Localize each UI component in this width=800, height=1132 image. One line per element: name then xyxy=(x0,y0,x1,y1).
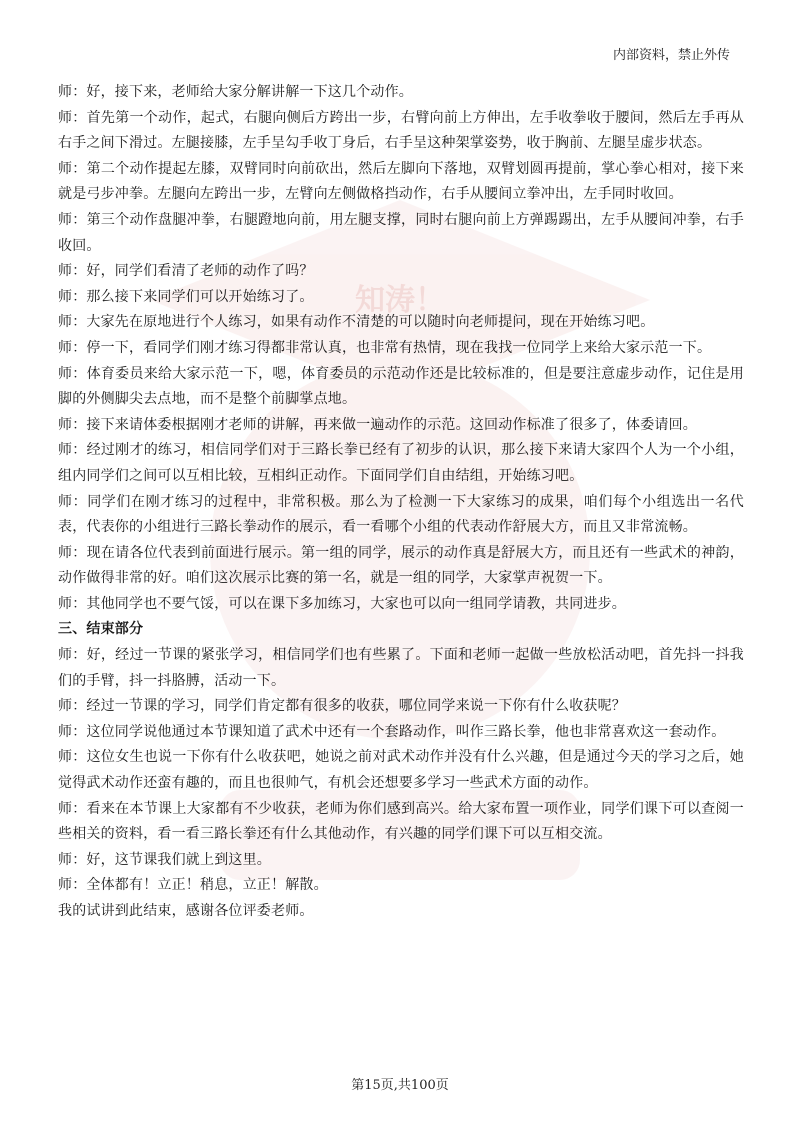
paragraph: 师：首先第一个动作，起式，右腿向侧后方跨出一步，右臂向前上方伸出，左手收拳收于腰间，然后左手再从右手之间下滑过。左腿接膝，左手呈勾手收丁身后，右手呈这种架掌姿势，收于胸前、左腿呈虚步状态。 xyxy=(58,109,744,152)
section-title: 三、结束部分 xyxy=(58,621,144,638)
paragraph: 师：经过一节课的学习，同学们肯定都有很多的收获，哪位同学来说一下你有什么收获呢？ xyxy=(58,698,626,715)
paragraph: 师：第二个动作提起左膝，双臂同时向前砍出，然后左脚向下落地，双臂划圆再提前，掌心拳心相对，接下来就是弓步冲拳。左腿向左跨出一步，左臂向左侧做格挡动作，右手从腰间立拳冲出，左手同时收回。 xyxy=(58,160,744,203)
paragraph: 师：体育委员来给大家示范一下，嗯，体育委员的示范动作还是比较标准的，但是要注意虚步动作，记住是用脚的外侧脚尖去点地，而不是整个前脚掌点地。 xyxy=(58,365,744,408)
paragraph: 师：停一下，看同学们刚才练习得都非常认真，也非常有热情，现在我找一位同学上来给大家示范一下。 xyxy=(58,339,712,356)
paragraph: 师：这位同学说他通过本节课知道了武术中还有一个套路动作，叫作三路长拳，他也非常喜欢这一套动作。 xyxy=(58,723,726,740)
paragraph: 师：大家先在原地进行个人练习，如果有动作不清楚的可以随时向老师提问，现在开始练习吧。 xyxy=(58,314,655,331)
paragraph: 师：现在请各位代表到前面进行展示。第一组的同学，展示的动作真是舒展大方，而且还有一些武术的神韵，动作做得非常的好。咱们这次展示比赛的第一名，就是一组的同学，大家掌声祝贺一下。 xyxy=(58,544,744,587)
paragraph: 师：好，接下来，老师给大家分解讲解一下这几个动作。 xyxy=(58,84,413,100)
page-number: 第15页,共100页 xyxy=(351,1078,449,1093)
paragraph: 师：同学们在刚才练习的过程中，非常积极。那么为了检测一下大家练习的成果，咱们每个小组选出一名代表，代表你的小组进行三路长拳动作的展示，看一看哪个小组的代表动作舒展大方，而且又非常流畅。 xyxy=(58,493,744,536)
paragraph: 师：好，这节课我们就上到这里。 xyxy=(58,851,271,868)
paragraph: 师：这位女生也说一下你有什么收获吧，她说之前对武术动作并没有什么兴趣，但是通过今天的学习之后，她觉得武术动作还蛮有趣的，而且也很帅气，有机会还想要多学习一些武术方面的动作。 xyxy=(58,749,744,792)
paragraph: 我的试讲到此结束，感谢各位评委老师。 xyxy=(58,903,314,919)
watermark-text: 知涛！ xyxy=(355,283,445,318)
paragraph: 师：其他同学也不要气馁，可以在课下多加练习，大家也可以向一组同学请教，共同进步。 xyxy=(58,595,626,612)
confidential-note: 内部资料，禁止外传 xyxy=(612,48,730,63)
paragraph: 师：经过刚才的练习，相信同学们对于三路长拳已经有了初步的认识，那么接下来请大家四个人为一个小组，组内同学们之间可以互相比较，互相纠正动作。下面同学们自由结组，开始练习吧。 xyxy=(58,442,744,484)
paragraph: 师：好，经过一节课的紧张学习，相信同学们也有些累了。下面和老师一起做一些放松活动吧，首先抖一抖我们的手臂，抖一抖胳膊，活动一下。 xyxy=(58,647,744,689)
paragraph: 师：第三个动作盘腿冲拳，右腿蹬地向前，用左腿支撑，同时右腿向前上方弹踢踢出，左手从腰间冲拳，右手收回。 xyxy=(58,211,744,254)
paragraph: 师：接下来请体委根据刚才老师的讲解，再来做一遍动作的示范。这回动作标准了很多了，体委请回。 xyxy=(58,416,697,433)
document-body xyxy=(58,80,744,925)
paragraph: 师：那么接下来同学们可以开始练习了。 xyxy=(58,288,314,305)
paragraph: 师：好，同学们看清了老师的动作了吗？ xyxy=(58,263,314,280)
paragraph: 师：全体都有！立正！稍息，立正！解散。 xyxy=(58,877,328,894)
paragraph: 师：看来在本节课上大家都有不少收获，老师为你们感到高兴。给大家布置一项作业，同学们课下可以查阅一些相关的资料，看一看三路长拳还有什么其他动作，有兴趣的同学们课下可以互相交流。 xyxy=(58,800,744,843)
